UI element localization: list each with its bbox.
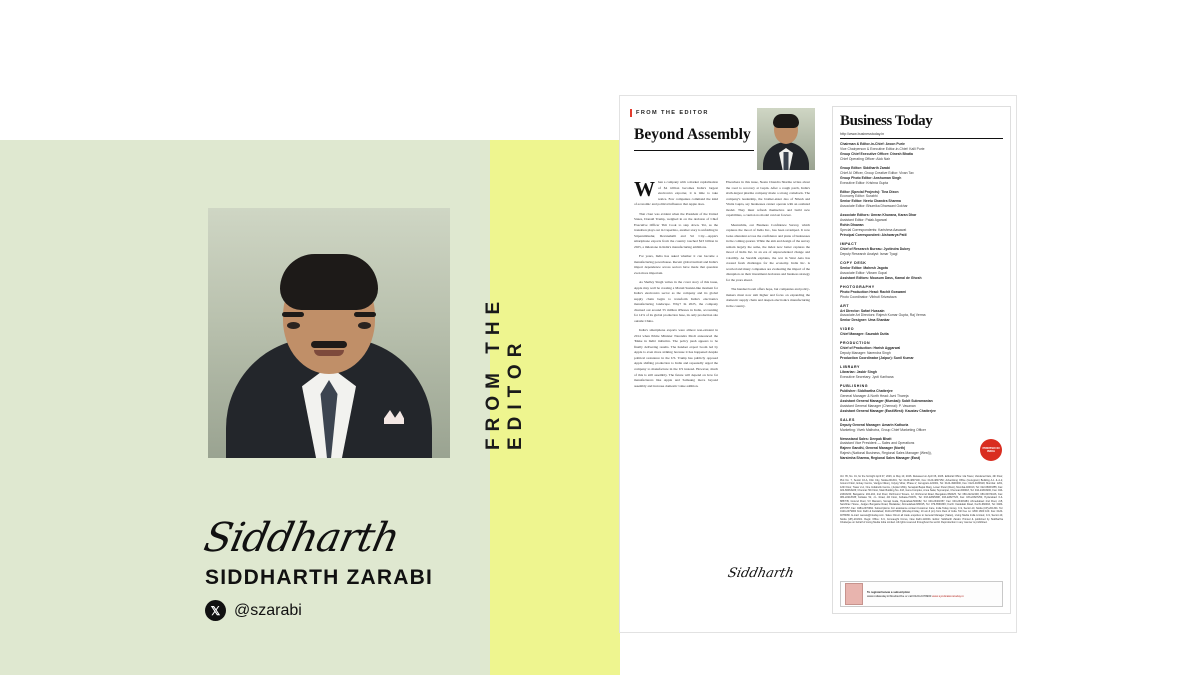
- masthead-credit-line: Assistant Editors: Mousum Dass, Kamal de Ghosh: [840, 275, 922, 280]
- masthead-section-head: PUBLISHING: [840, 383, 869, 388]
- masthead-credit-line: Senior Editor: Neetu Chandra Sharma: [840, 199, 901, 204]
- masthead-credit-line: Narsimha Sharma, Regional Sales Manager (East): [840, 456, 921, 461]
- masthead-section-head: LIBRARY: [840, 365, 861, 370]
- masthead-credit-line: Special Correspondents: Karishma Aasawat: [840, 228, 907, 233]
- masthead-credit-line: Publisher: Siddhartha Chatterjee: [840, 388, 893, 393]
- masthead-credit-line: Chief Operating Officer: Alok Nair: [840, 156, 891, 161]
- masthead-section: [840, 213, 1003, 238]
- masthead-section: [840, 261, 1003, 281]
- masthead-fineprint: Vol. 35, No. 01, for the fortnight April 07, 2026, to May 10, 2026. Released on April 06, 2026. Editorial Office: Ida Tower, Vandana Flats, 4th Floor, Plot No. 7, Sector 16-A, Film City, Noida-201301, Tel: 0120-4807100, Fax: 0120-4807150; Advertising Office (Gurugram) Building A-1 & A-2, Ground Floor, Enkay Centre, Vanijya Nikunj, Udyog Vihar, Phase-V, Gurugram-122001, Tel: 0124-4948400, Fax: 0124-4030919; Mumbai: 1201, 12th Floor, Tower 2-A, One Indiabulls Centre, (Jupiter Mills), Senapati Bapat Marg, Lower Parel (West), Mumbai-400013, Tel: 022-66063355, Fax: 022-66063226; Chennai: 5th Floor, Main Building No. 443, Guna Complex, Anna Salai, Teynampet, Chennai-600018, Tel: 044-24303200, Fax: 044-24303234; Bangalore: 202-204, 2nd Floor, Richmond Towers, 12, Richmond Road, Bangalore-560025, Tel: 080-22212448, 080-30374106, Fax: 080-22218335; Kolkata: 52, J.L. Road, 4th Floor, Kolkata-700071, Tel: 033-22825398, 033-22827726, Fax: 033-22827254; Hyderabad: 6-3-885/7/B, Ground Floor, VV Mansion, Somaji Guda, Hyderabad-500082, Tel: 040-23401657, Fax: 040-23403484; Ahmedabad: 2nd Floor, 2-B, Sambhav House, Judges Bungalow Road, Bodakdev, Ahmedabad-380015, Tel: 079-6560393; Kochi: Karakkatt Road, Kochi-682016, Tel: 0484-2377057, Fax: 0484-2370962. Subscriptions: For assistance contact Customer Care, India Today Group, C-9, Sector-10, Noida (UP)-201301. Tel: 0120-2479900 from Delhi & Faridabad; 0120-2479900 (Monday-Friday, 10 am-6 pm) from Rest of India. Toll free no: 1800 1800 100. Fax: 0120-4078080. E-mail: wecare@intoday.com. Sales: Direct all trade enquiries to General Manager (Sales), Living Media India Limited, C-9, Sector-10, Noida (UP)-201301. Regd. Office: K-9, Connaught Circus, New Delhi-110001. Editor: Siddharth Zarabi. Printed & published by Siddhartha Chatterjee on behalf of Living Media India Limited. All rights reserved throughout the world. Reproduction in any manner is prohibited.: [840, 475, 1003, 525]
- masthead-credit-line: Senior Designer: Uma Shankar: [840, 318, 890, 323]
- masthead-credit-line: Art Director: Safari Hussain: [840, 308, 885, 313]
- masthead-credit-line: Senior Editor: Mahesh Jagota: [840, 265, 888, 270]
- masthead-credit-line: General Manager & North Head: Avni Thareja: [840, 393, 909, 398]
- masthead-credit-line: Chief of Production: Harish Aggarwal: [840, 346, 901, 351]
- masthead-section: [840, 285, 1003, 300]
- masthead-section: [840, 142, 1003, 162]
- portrait-eye-right: [358, 322, 371, 329]
- subscription-lines: www.indiatoday.in/btsubscribe or call 0120-2479900: [867, 594, 932, 598]
- masthead-credit-line: Rajeev Gandhi, General Manager (North): [840, 446, 906, 451]
- editor-signature: Siddharth: [200, 515, 403, 561]
- magazine-page-left: [620, 96, 826, 632]
- editor-portrait: [208, 208, 450, 458]
- article-signature: Siddharth: [726, 566, 796, 581]
- social-handle[interactable]: @szarabi: [234, 601, 302, 619]
- masthead-section: [840, 304, 1003, 324]
- masthead-credit-line: Production Coordinator (Jaipur): Sunil Kumar: [840, 356, 914, 361]
- portrait-hair: [280, 254, 378, 310]
- portrait-mouth: [314, 350, 344, 356]
- x-twitter-icon[interactable]: 𝕏: [205, 600, 226, 621]
- masthead-credit-line: Executive Editor: Krishna Gupta: [840, 180, 889, 185]
- masthead-credit-line: Economy Editor: Surabhi: [840, 194, 878, 199]
- masthead-credit-line: Assistant Editor: Palak Agarwal: [840, 218, 887, 223]
- article-column-1: When a company with a market capitalisation of $4 trillion becomes India's largest electronics exporter, it is time to take notice. Few companies command the kind of economic and political influence that Apple does. That clout was evident when the President of the United States, Donald Trump, weighed in on the decision of Chief Executive Officer Tim Cook to step down. Yet, as the transition plays out in Cupertino, another story is unfolding in Sriperumbudur, Devanahalli and Sri City—Apple's smartphone exports from the country touched $23 billion in 2025, a milestone in India's manufacturing ambitions. For years, India has asked whether it can become a manufacturing powerhouse. Recent global turmoil and India's import dependence across sectors have made that question even more important. As Shelley Singh writes in the cover story of this issue, Apple may well be creating a Maruti Suzuki-like moment for India's electronics sector as the company and its global supply chain begin to transform India's electronics manufacturing landscape. Why? In 2025, the company churned out around 55 million iPhones in India, accounting for 14% of its global production base, its only production site outside China. India's smartphone exports were almost non-existent in 2014 when Prime Minister Narendra Modi announced the 'Make in India' initiative. The policy push appears to be finally delivering results. The handset export boom led by Apple is even more striking because it has happened despite political resistance in the US. Trump has publicly opposed Apple shifting production to India and repeatedly urged the company to manufacture in the US instead. However, much of this is still assembly. The future will depend on how far manufacturers like Apple and Samsung move beyond assembly and increase domestic value addition.: [634, 177, 719, 388]
- masthead-section-head: ART: [840, 303, 850, 308]
- vertical-section-title: FROM THE EDITOR: [483, 294, 526, 450]
- masthead-credit-line: Deputy Research Analyst: Ismar Tyagi: [840, 251, 898, 256]
- masthead-credit-line: Assistant Vice President — Sales and Operations: [840, 441, 915, 446]
- subscription-text: [867, 590, 964, 598]
- editor-name: SIDDHARTH ZARABI: [205, 566, 434, 589]
- masthead-credit-line: Marketing: Vivek Malhotra, Group Chief Marketing Officer: [840, 427, 926, 432]
- masthead-credit-line: Photo Coordinator: Vibhuti Srivastava: [840, 294, 897, 299]
- masthead-credit-line: Assistant General Manager (East/West): Kaustav Chatterjee: [840, 408, 936, 413]
- magazine-spread: [620, 96, 1016, 632]
- portrait-brow-left: [282, 312, 304, 317]
- editor-thumbnail: [757, 108, 815, 170]
- masthead-section: [840, 166, 1003, 186]
- masthead-credit-line: Group Chief Executive Officer: Dinesh Bhatia: [840, 151, 913, 156]
- masthead-credit-line: Associate Editor: Bhumika Dhanwani Gokhar: [840, 204, 908, 209]
- masthead-credit-line: Associate Editor: Vikram Gopal: [840, 270, 887, 275]
- subscription-box[interactable]: [840, 581, 1003, 607]
- magazine-page-right: [825, 96, 1016, 632]
- masthead-section: [840, 242, 1003, 257]
- masthead-credit-line: Associate Editors: Umran Khurana, Karan Dhar: [840, 213, 917, 218]
- portrait-brow-right: [354, 312, 376, 317]
- masthead-section-head: SALES: [840, 417, 855, 422]
- page-kicker: FROM THE EDITOR: [636, 110, 709, 116]
- masthead-section: [840, 327, 1003, 337]
- masthead-section: [840, 418, 1003, 433]
- masthead-credit-line: Assistant General Manager (Chennai): P. Vasanan: [840, 403, 916, 408]
- masthead-section: [840, 190, 1003, 210]
- masthead-credit-line: Chairman & Editor-in-Chief: Aroon Purie: [840, 142, 905, 146]
- masthead-section: [840, 341, 1003, 361]
- subscription-cover-thumb: [845, 583, 863, 605]
- masthead-section: [840, 365, 1003, 380]
- masthead-credit-line: Rohin Dhawan: [840, 223, 864, 228]
- masthead-credit-line: Editor (Special Projects): Tina Dixon: [840, 189, 899, 194]
- masthead-credits: [840, 142, 1003, 465]
- masthead-section: [840, 437, 1003, 462]
- masthead-credit-line: Newsstand Sales: Deepak Bhatt: [840, 436, 892, 441]
- masthead-credit-line: Assistant General Manager (Mumbai): Sobit Subramanian: [840, 398, 933, 403]
- masthead-box: [832, 106, 1011, 614]
- masthead-credit-line: Chief of Research Bureau: Jyotindra Dubey: [840, 246, 911, 251]
- brand-url[interactable]: http://www.businesstoday.in: [840, 132, 885, 136]
- subscription-title: To register/renew a subscription: [867, 589, 910, 594]
- masthead-credit-line: Deputy Manager: Narendra Singh: [840, 351, 891, 356]
- masthead-credit-line: Rajesh (National Business, Regional Sales Manager (West)),: [840, 451, 932, 456]
- masthead-credit-line: Principal Correspondent: Aishwarya Patil: [840, 233, 907, 237]
- subscription-link[interactable]: www.syndicationstoday.in: [932, 594, 964, 598]
- masthead-credit-line: Photo Production Head: Rachit Goswami: [840, 289, 907, 294]
- social-handle-row[interactable]: [205, 600, 485, 621]
- masthead-credit-line: Chief Manager: Saurabh Dutta: [840, 332, 889, 337]
- editor-signature-block: [200, 515, 485, 621]
- masthead-section: [840, 384, 1003, 414]
- masthead-credit-line: Vice Chairperson & Executive Editor-in-Chief: Kalli Purie: [840, 146, 925, 151]
- masthead-credit-line: Chief AI Officer, Group Creative Editor: Vivan Tax: [840, 170, 914, 175]
- masthead-section-head: PHOTOGRAPHY: [840, 284, 875, 289]
- editor-portrait-frame: [208, 208, 450, 458]
- masthead-section-head: PRODUCTION: [840, 341, 871, 346]
- article-column-2: Elsewhere in this issue, Neetu Chandra Sharma writes about the road to recovery at Lupin. After a rough patch, India's sixth-largest pharma company made a strong comeback. The company's leadership, the brother-sister duo of Nilesh and Vinita Gupta, say businesses cannot operate with an outdated model. They must refresh themselves and build new capabilities, a caution no model can last forever. Meanwhile, our Business Confidence Survey, which captures the mood of India Inc., has been revamped. It now looks abundant across the confidence and plans of businesses in the coming quarter. While the aim and design of the survey remain largely the same, the index now better captures the mood of India Inc. in an era of unprecedented change and volatility. As Sarabhi explains, the war in West Asia has created fresh challenges for the economy. India Inc. is worried and many companies are evaluating the impact of the disruption on their investment decisions and business strategy for the years ahead. The handset boom offers hope, but companies and policy-makers must now aim higher and focus on expanding the domestic supply chain and deepen electronics manufacturing in the country.: [726, 180, 810, 308]
- brand-logo: Business Today: [840, 113, 933, 129]
- masthead-section-head: VIDEO: [840, 327, 855, 332]
- masthead-credit-line: Executive Secretary: Jyoti Karihana: [840, 375, 894, 379]
- masthead-credit-line: Associate Art Directors: Rajesh Kumar Gupta, Raj Verma: [840, 313, 926, 318]
- article-headline: Beyond Assembly: [634, 126, 751, 143]
- masthead-credit-line: Librarian: Jasbir Singh: [840, 370, 877, 375]
- masthead-rule: [840, 138, 1003, 139]
- masthead-credit-line: Group Photo Editor: Anshuman Singh: [840, 175, 902, 180]
- portrait-moustache: [311, 341, 347, 348]
- masthead-credit-line: Deputy General Manager: Amarin Kathuria: [840, 422, 909, 427]
- portrait-eye-left: [287, 322, 300, 329]
- drop-cap: W: [634, 177, 655, 201]
- masthead-credit-line: Group Editor: Siddharth Zarabi: [840, 165, 890, 170]
- masthead-section-head: COPY DESK: [840, 260, 867, 265]
- masthead-section-head: IMPACT: [840, 241, 858, 246]
- print-seal: PRINTED IN INDIA: [980, 439, 1002, 461]
- headline-rule: [634, 150, 754, 151]
